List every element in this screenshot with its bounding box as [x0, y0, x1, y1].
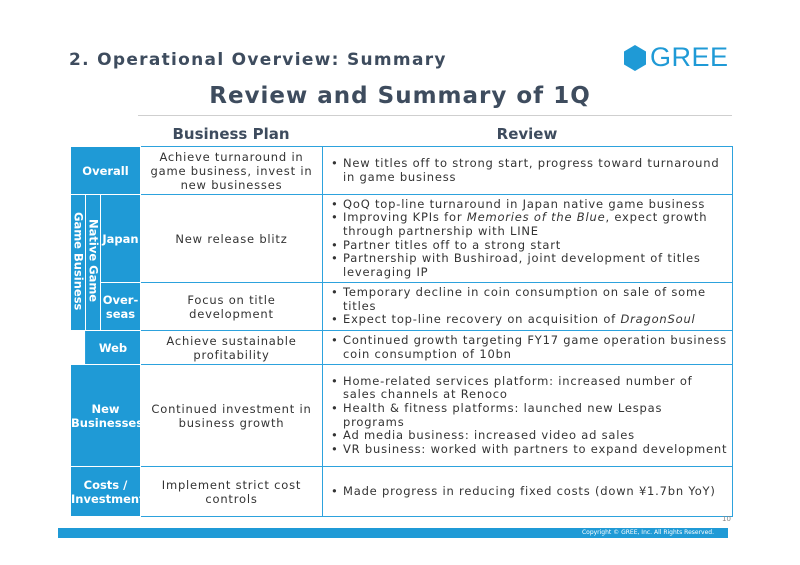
category-game-business — [71, 195, 86, 331]
category-native-game — [86, 195, 101, 331]
summary-table — [70, 146, 733, 517]
copyright-text: Copyright © GREE, Inc. All Rights Reserved. — [581, 529, 714, 536]
table-row-japan — [71, 195, 733, 283]
column-header-review: Review — [496, 125, 558, 143]
review-overall — [323, 147, 733, 195]
plan-web: Achieve sustainable profitability — [141, 331, 323, 365]
review-bullet: • Health & fitness platforms: launched new Lespas programs — [331, 402, 728, 429]
review-overseas — [323, 283, 733, 331]
review-bullet: • Continued growth targeting FY17 game operation business coin consumption of 10bn — [331, 334, 728, 361]
plan-new-businesses: Continued investment in business growth — [141, 365, 323, 467]
review-bullet: • Ad media business: increased video ad sales — [331, 429, 728, 443]
review-costs — [323, 467, 733, 517]
review-bullet: • VR business: worked with partners to expand development — [331, 443, 728, 457]
category-overseas: Over-seas — [101, 283, 141, 331]
section-title: 2. Operational Overview: Summary — [69, 50, 447, 70]
category-costs: Costs / Investments — [71, 467, 141, 517]
review-text: Expect top-line recovery on acquisition of — [343, 312, 621, 327]
review-new-businesses — [323, 365, 733, 467]
review-bullet: • Temporary decline in coin consumption on sale of some titles — [331, 286, 728, 313]
category-japan: Japan — [101, 195, 141, 283]
review-bullet: • Made progress in reducing fixed costs (down ¥1.7bn YoY) — [331, 485, 728, 499]
page-title: Review and Summary of 1Q — [209, 83, 591, 109]
review-bullet: • Partner titles off to a strong start — [331, 239, 728, 253]
category-new-businesses: New Businesses — [71, 365, 141, 467]
review-japan — [323, 195, 733, 283]
table-row-overseas — [71, 283, 733, 331]
review-web — [323, 331, 733, 365]
review-text: Improving KPIs for — [343, 210, 467, 225]
review-bullet: • New titles off to strong start, progress toward turnaround in game business — [331, 157, 728, 184]
plan-overall: Achieve turnaround in game business, invest in new businesses — [141, 147, 323, 195]
category-overall: Overall — [71, 147, 141, 195]
game-business-label: Game Business — [71, 211, 86, 311]
gree-logo — [623, 42, 729, 73]
footer-bar — [58, 528, 728, 538]
game-title-dragonsoul: DragonSoul — [620, 312, 696, 327]
category-web: Web — [86, 331, 141, 365]
review-bullet: • QoQ top-line turnaround in Japan native game business — [331, 198, 728, 212]
logo-text: GREE — [650, 42, 729, 72]
table-row-web — [71, 331, 733, 365]
review-bullet: • Home-related services platform: increased number of sales channels at Renoco — [331, 375, 728, 402]
game-title-memories-of-the-blue: Memories of the Blue — [466, 210, 606, 225]
page-number: 10 — [722, 515, 731, 523]
empty-cell — [71, 331, 86, 365]
review-bullet — [331, 313, 728, 327]
native-game-label: Native Game — [86, 219, 101, 303]
table-row-overall — [71, 147, 733, 195]
review-text: , expect growth through partnership with LINE — [343, 210, 708, 238]
column-header-business-plan: Business Plan — [172, 125, 290, 143]
title-divider — [138, 115, 732, 116]
review-bullet: • Partnership with Bushiroad, joint development of titles leveraging IP — [331, 252, 728, 279]
hexagon-logo-icon — [623, 44, 647, 72]
plan-overseas: Focus on title development — [141, 283, 323, 331]
table-row-new-businesses — [71, 365, 733, 467]
plan-costs: Implement strict cost controls — [141, 467, 323, 517]
plan-japan: New release blitz — [141, 195, 323, 283]
review-bullet — [331, 211, 728, 238]
table-row-costs — [71, 467, 733, 517]
